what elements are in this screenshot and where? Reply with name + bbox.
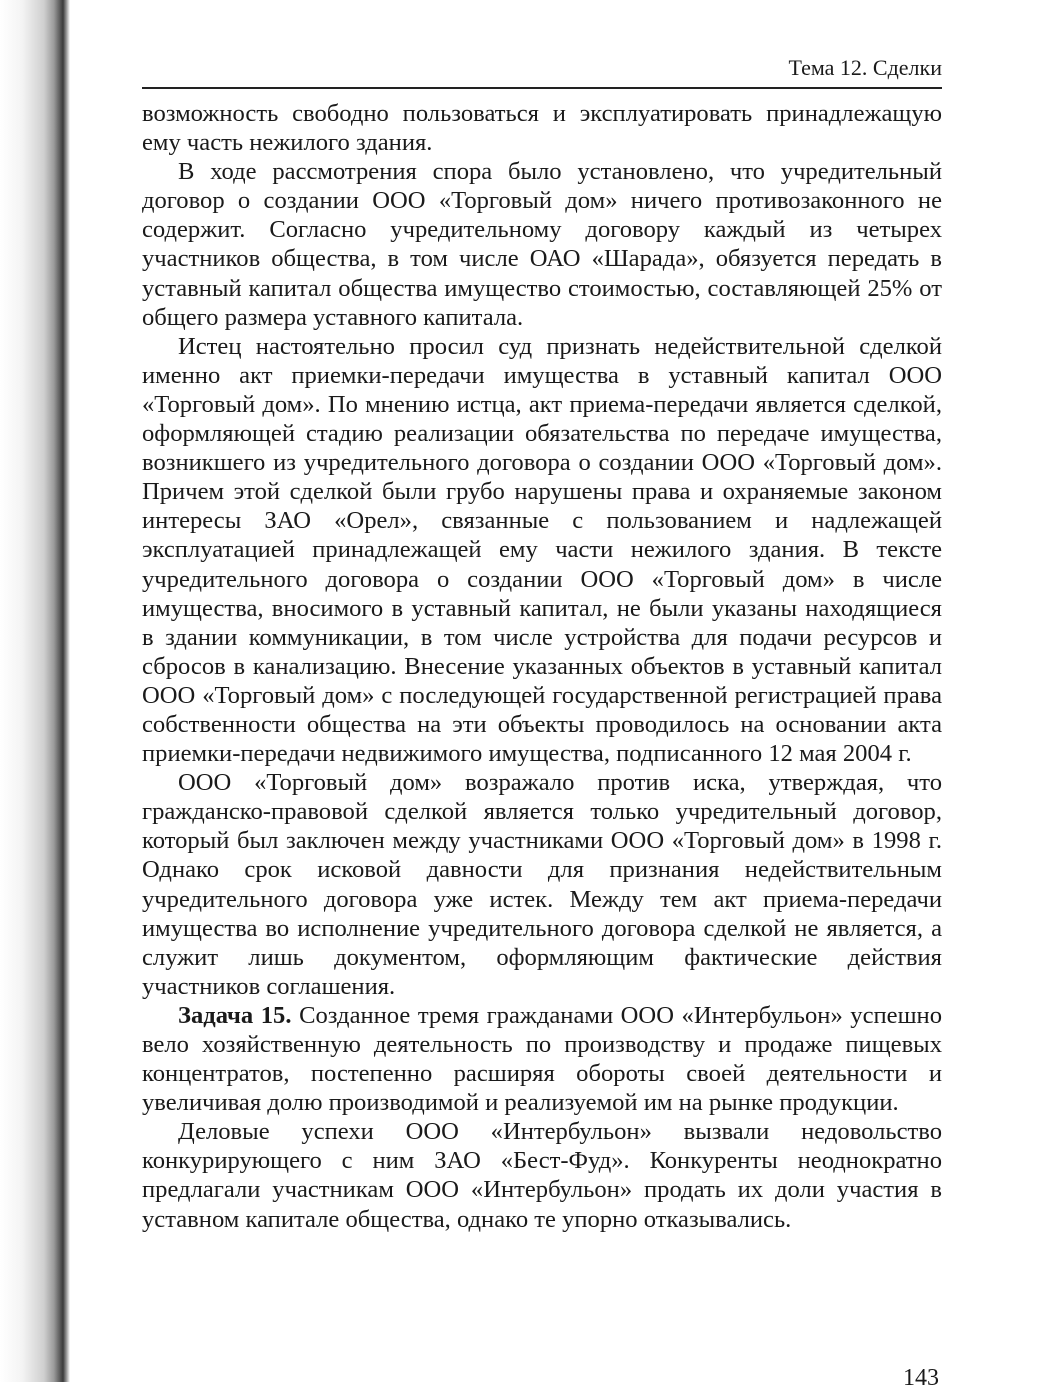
book-page [142,55,942,1234]
paragraph-3: Истец настоятельно просил суд признать недействительной сделкой именно акт приемки-передачи имущества в уставный капитал ООО «Торговый дом». По мнению истца, акт приема-передачи является сделкой, оформляющей стадию реализации обязательства по передаче имущества, возникшего из учредительного договора о создании ООО «Торговый дом». Причем этой сделкой были грубо нарушены права и охраняемые законом интересы ЗАО «Орел», связанные с пользованием и надлежащей эксплуатацией принадлежащей ему части нежилого здания. В тексте учредительного договора о создании ООО «Торговый дом» в числе имущества, вносимого в уставный капитал, не были указаны находящиеся в здании коммуникации, в том числе устройства для подачи ресурсов и сбросов в канализацию. Внесение указанных объектов в уставный капитал ООО «Торговый дом» с последующей государственной регистрацией права собственности общества на эти объекты проводилось на основании акта приемки-передачи недвижимого имущества, подписанного 12 мая 2004 г. [142,332,942,768]
book-binding-shadow [0,0,70,1382]
paragraph-2: В ходе рассмотрения спора было установлено, что учредительный договор о создании ООО «Торговый дом» ничего противозаконного не содержит. Согласно учредительному договору каждый из четырех участников общества, в том числе ОАО «Шарада», обязуется передать в уставный капитал общества имущество стоимостью, составляющей 25% от общего размера уставного капитала. [142,158,942,331]
running-header: Тема 12. Сделки [142,55,942,89]
task-text: Созданное тремя гражданами ООО «Интербульон» успешно вело хозяйственную деятельность по производству и продаже пищевых концентратов, постепенно расширяя обороты своей деятельности и увеличивая долю производимой и реализуемой им на рынке продукции. [142,1001,942,1117]
page-number: 143 [903,1365,939,1391]
paragraph-5-task-15 [142,1001,942,1117]
paragraph-4: ООО «Торговый дом» возражало против иска, утверждая, что гражданско-правовой сделкой является только учредительный договор, который был заключен между участниками ООО «Торговый дом» в 1998 г. Однако срок исковой давности для признания недействительным учредительного договора уже истек. Между тем акт приема-передачи имущества во исполнение учредительного договора сделкой не является, а служит лишь документом, оформляющим фактические действия участников соглашения. [142,769,942,1000]
paragraph-1: возможность свободно пользоваться и эксплуатировать принадлежащую ему часть нежилого здания. [142,100,942,157]
task-label: Задача 15. [178,1001,292,1029]
paragraph-6: Деловые успехи ООО «Интербульон» вызвали недовольство конкурирующего с ним ЗАО «Бест-Фуд». Конкуренты неоднократно предлагали участникам ООО «Интербульон» продать их доли участия в уставном капитале общества, однако те упорно отказывались. [142,1118,942,1233]
